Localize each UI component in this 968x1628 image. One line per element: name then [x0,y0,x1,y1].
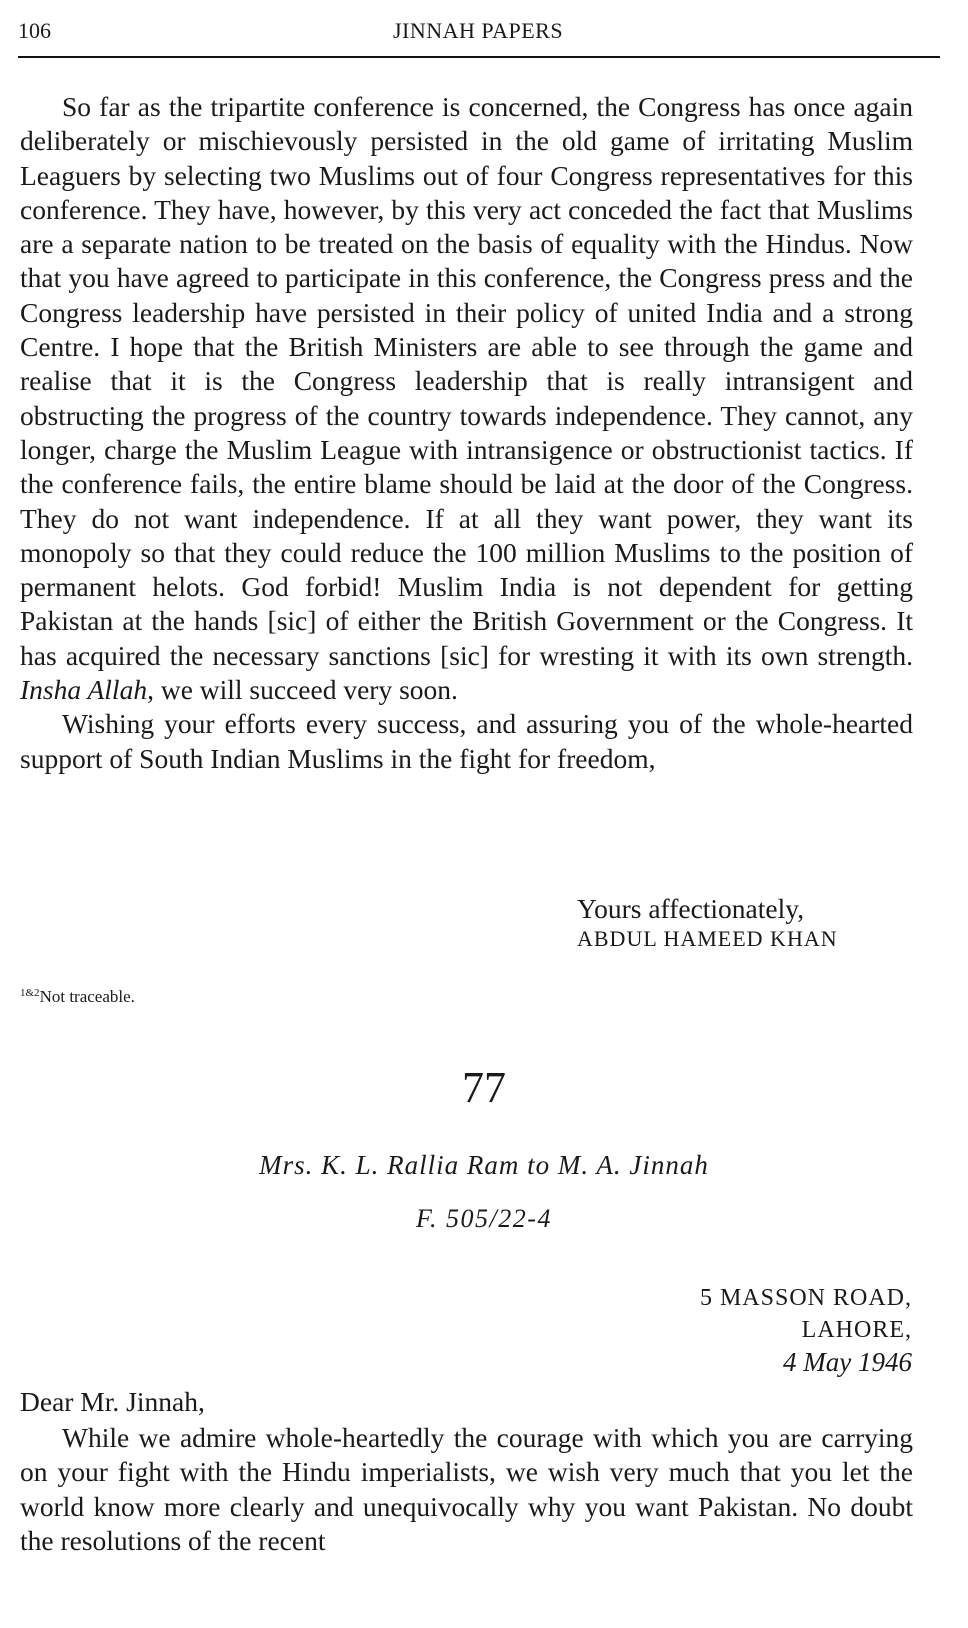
sic-marker-1: [sic] [267,605,317,637]
page-header [18,10,938,54]
paragraph-1-end: , we will succeed very soon. [147,674,458,706]
letter-date: 4 May 1946 [783,1347,912,1377]
paragraph-1-text: So far as the tripartite conference is concerned, the Congress has once again deliberately or mischievously persisted in the old game of irritating Muslim Leaguers by selecting two Muslims out of four Congress representatives for this conference. They have, however, by this very act conceded the fact that Muslims are a separate nation to be treated on the basis of equality with the Hindus. Now that you have agreed to participate in this conference, the Congress press and the Congress leadership have persisted in their policy of united India and a strong Centre. I hope that the British Ministers are able to see through the game and realise that it is the Congress leadership that is really intransigent and obstructing the progress of the country towards independence. They cannot, any longer, charge the Muslim League with intransigence or obstructionist tactics. If the conference fails, the entire blame should be laid at the door of the Congress. They do not want independence. If at all they want power, they want its monopoly so that they could reduce the 100 million Muslims to the position of permanent helots. God forbid! Muslim India is not dependent for getting Pakistan at the hands [20,91,913,637]
address-line-1: 5 MASSON ROAD, [699,1285,912,1311]
document-number: 77 [462,1063,506,1112]
letter-closing: Yours affectionately, [577,893,805,924]
paragraph-1-cont2: for wresting it with its own strength. [488,639,913,671]
page-number: 106 [18,18,51,43]
paragraph-1-cont: of either the British Government or the Congress. It has acquired the necessary sanctions [20,605,914,671]
letter-signature: ABDUL HAMEED KHAN [577,926,838,951]
document-77-paragraph-1: While we admire whole-heartedly the courage with which you are carrying on your fight with the Hindu imperialists, we wish very much that you let the world know more clearly and unequivocally why you want Pakistan. No doubt the resolutions of the recent [20,1422,913,1556]
sic-marker-2: [sic] [440,639,489,671]
letter-paragraph-1 [20,90,913,707]
file-reference: F. 505/22-4 [416,1204,552,1233]
header-rule [18,56,940,58]
footnote-marker: 1&2 [20,987,40,999]
running-head: JINNAH PAPERS [392,18,564,43]
letter-paragraph-2: Wishing your efforts every success, and assuring you of the whole-hearted support of South Indian Muslims in the fight for freedom, [20,708,913,774]
document-heading: Mrs. K. L. Rallia Ram to M. A. Jinnah [259,1150,709,1180]
sender-address [700,1282,912,1378]
insha-allah-phrase: Insha Allah [20,674,148,706]
footnote [20,987,135,1007]
address-line-2: LAHORE, [801,1317,912,1343]
salutation: Dear Mr. Jinnah, [20,1386,205,1417]
letter-body [20,90,913,776]
document-77-body [20,1421,913,1558]
footnote-text: Not traceable. [39,987,135,1006]
